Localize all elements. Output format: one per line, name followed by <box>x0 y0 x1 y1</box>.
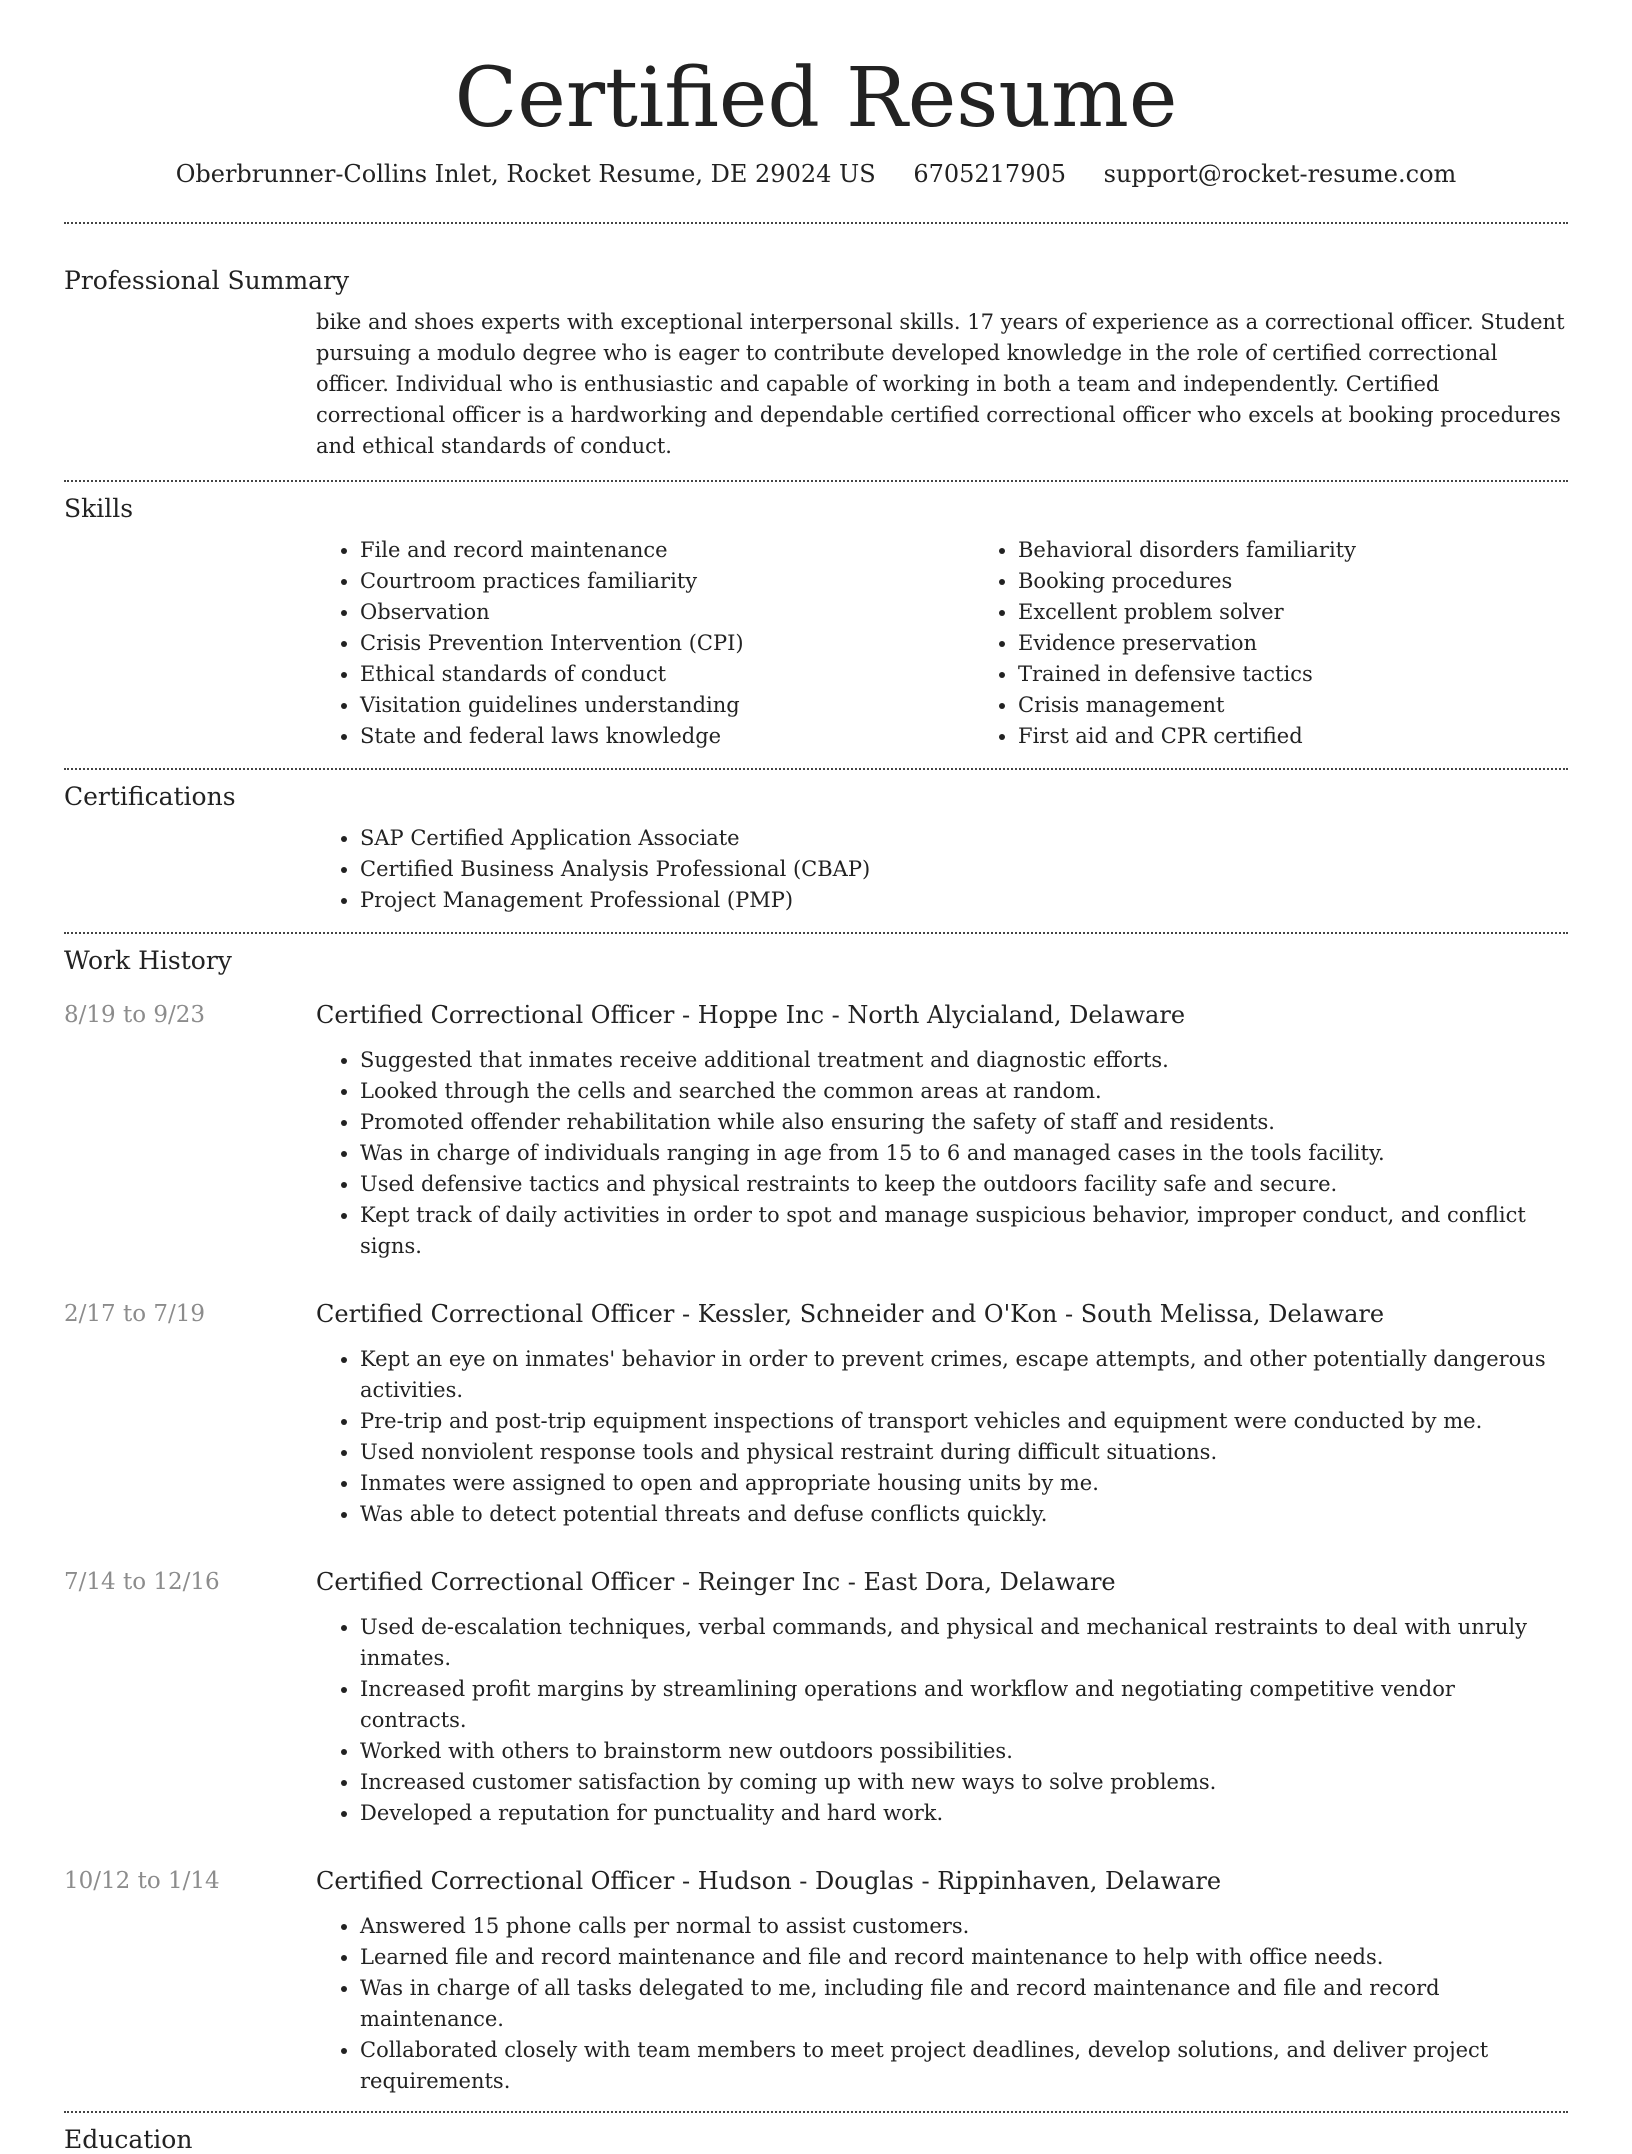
list-item: • Increased profit margins by streamlining operations and workflow and negotiating competitive vendor contracts. <box>360 1674 1568 1736</box>
list-item: • Looked through the cells and searched the common areas at random. <box>360 1076 1568 1107</box>
jobs-list <box>64 999 1568 2111</box>
job-entry <box>64 999 1568 1262</box>
job-title: Certified Correctional Officer - Kessler, Schneider and O'Kon - South Melissa, Delaware <box>316 1300 1385 1329</box>
summary-title: Professional Summary <box>64 266 350 296</box>
skills-list-left <box>316 535 974 752</box>
job-bullets <box>316 1045 1568 1262</box>
list-item: • Used nonviolent response tools and physical restraint during difficult situations. <box>360 1437 1568 1468</box>
resume-name: Certified Resume <box>454 51 1178 146</box>
summary-section <box>0 224 1632 480</box>
list-item: • Learned file and record maintenance and file and record maintenance to help with office needs. <box>360 1942 1568 1973</box>
list-item: • First aid and CPR certified <box>1018 721 1632 752</box>
list-item: • Evidence preservation <box>1018 628 1632 659</box>
list-item: • Answered 15 phone calls per normal to assist customers. <box>360 1911 1568 1942</box>
list-item: • Visitation guidelines understanding <box>360 690 974 721</box>
list-item: • Excellent problem solver <box>1018 597 1632 628</box>
skills-title: Skills <box>64 494 134 524</box>
job-bullets <box>316 1612 1568 1829</box>
certifications-title: Certifications <box>64 782 236 812</box>
list-item: • Crisis Prevention Intervention (CPI) <box>360 628 974 659</box>
job-entry <box>64 1298 1568 1530</box>
list-item: • Project Management Professional (PMP) <box>360 885 1568 916</box>
summary-text: bike and shoes experts with exceptional interpersonal skills. 17 years of experience as a correctional officer. Student pursuing a modulo degree who is eager to contribute developed knowledge in the role of certified correctional officer. Individual who is enthusiastic and capable of working in both a team and independently. Certified correctional officer is a hardworking and dependable certified correctional officer who excels at booking procedures and ethical standards of conduct. <box>316 310 1565 459</box>
list-item: • Was in charge of all tasks delegated to me, including file and record maintenance and file and record maintenance. <box>360 1973 1568 2035</box>
list-item: • Suggested that inmates receive additional treatment and diagnostic efforts. <box>360 1045 1568 1076</box>
job-bullets <box>316 1344 1568 1530</box>
job-details <box>316 1566 1568 1829</box>
education-section <box>0 2113 1632 2154</box>
work-title: Work History <box>64 946 232 976</box>
list-item: • Promoted offender rehabilitation while also ensuring the safety of staff and residents. <box>360 1107 1568 1138</box>
job-details <box>316 1298 1568 1530</box>
job-dates: 10/12 to 1/14 <box>64 1868 220 1895</box>
list-item: • Trained in defensive tactics <box>1018 659 1632 690</box>
job-title: Certified Correctional Officer - Hudson - Douglas - Rippinhaven, Delaware <box>316 1867 1222 1896</box>
list-item: • State and federal laws knowledge <box>360 721 974 752</box>
job-dates: 2/17 to 7/19 <box>64 1301 206 1328</box>
skills-list-right <box>974 535 1632 752</box>
contact-phone: 6705217905 <box>913 160 1067 189</box>
list-item: • Kept an eye on inmates' behavior in order to prevent crimes, escape attempts, and other potentially dangerous activities. <box>360 1344 1568 1406</box>
list-item: • Booking procedures <box>1018 566 1632 597</box>
list-item: • Behavioral disorders familiarity <box>1018 535 1632 566</box>
list-item: • Increased customer satisfaction by coming up with new ways to solve problems. <box>360 1767 1568 1798</box>
job-entry <box>64 1566 1568 1829</box>
list-item: • Inmates were assigned to open and appropriate housing units by me. <box>360 1468 1568 1499</box>
list-item: • Was in charge of individuals ranging in age from 15 to 6 and managed cases in the tools facility. <box>360 1138 1568 1169</box>
list-item: • Ethical standards of conduct <box>360 659 974 690</box>
list-item: • Collaborated closely with team members to meet project deadlines, develop solutions, and deliver project requirements. <box>360 2035 1568 2097</box>
list-item: • Pre-trip and post-trip equipment inspections of transport vehicles and equipment were conducted by me. <box>360 1406 1568 1437</box>
job-entry <box>64 1865 1568 2097</box>
list-item: • Developed a reputation for punctuality and hard work. <box>360 1798 1568 1829</box>
list-item: • Courtroom practices familiarity <box>360 566 974 597</box>
list-item: • Was able to detect potential threats and defuse conflicts quickly. <box>360 1499 1568 1530</box>
list-item: • Observation <box>360 597 974 628</box>
job-title: Certified Correctional Officer - Reinger Inc - East Dora, Delaware <box>316 1568 1116 1597</box>
list-item: • File and record maintenance <box>360 535 974 566</box>
job-bullets <box>316 1911 1568 2097</box>
skills-section <box>0 482 1632 768</box>
contact-email[interactable]: support@rocket-resume.com <box>1103 160 1457 189</box>
job-dates: 8/19 to 9/23 <box>64 1002 206 1029</box>
job-dates: 7/14 to 12/16 <box>64 1569 220 1596</box>
education-title: Education <box>64 2125 193 2154</box>
list-item: • Used defensive tactics and physical restraints to keep the outdoors facility safe and secure. <box>360 1169 1568 1200</box>
job-title: Certified Correctional Officer - Hoppe Inc - North Alycialand, Delaware <box>316 1001 1186 1030</box>
certifications-section <box>0 770 1632 932</box>
list-item: • Used de-escalation techniques, verbal commands, and physical and mechanical restraints to deal with unruly inmates. <box>360 1612 1568 1674</box>
list-item: • Worked with others to brainstorm new outdoors possibilities. <box>360 1736 1568 1767</box>
list-item: • Kept track of daily activities in order to spot and manage suspicious behavior, improper conduct, and conflict signs. <box>360 1200 1568 1262</box>
list-item: • SAP Certified Application Associate <box>360 823 1568 854</box>
contact-address: Oberbrunner-Collins Inlet, Rocket Resume, DE 29024 US <box>175 160 876 189</box>
certifications-list <box>316 823 1568 916</box>
contact-line <box>0 160 1632 188</box>
list-item: • Certified Business Analysis Professional (CBAP) <box>360 854 1568 885</box>
work-section <box>0 934 1632 2111</box>
job-details <box>316 1865 1568 2097</box>
job-details <box>316 999 1568 1262</box>
list-item: • Crisis management <box>1018 690 1632 721</box>
